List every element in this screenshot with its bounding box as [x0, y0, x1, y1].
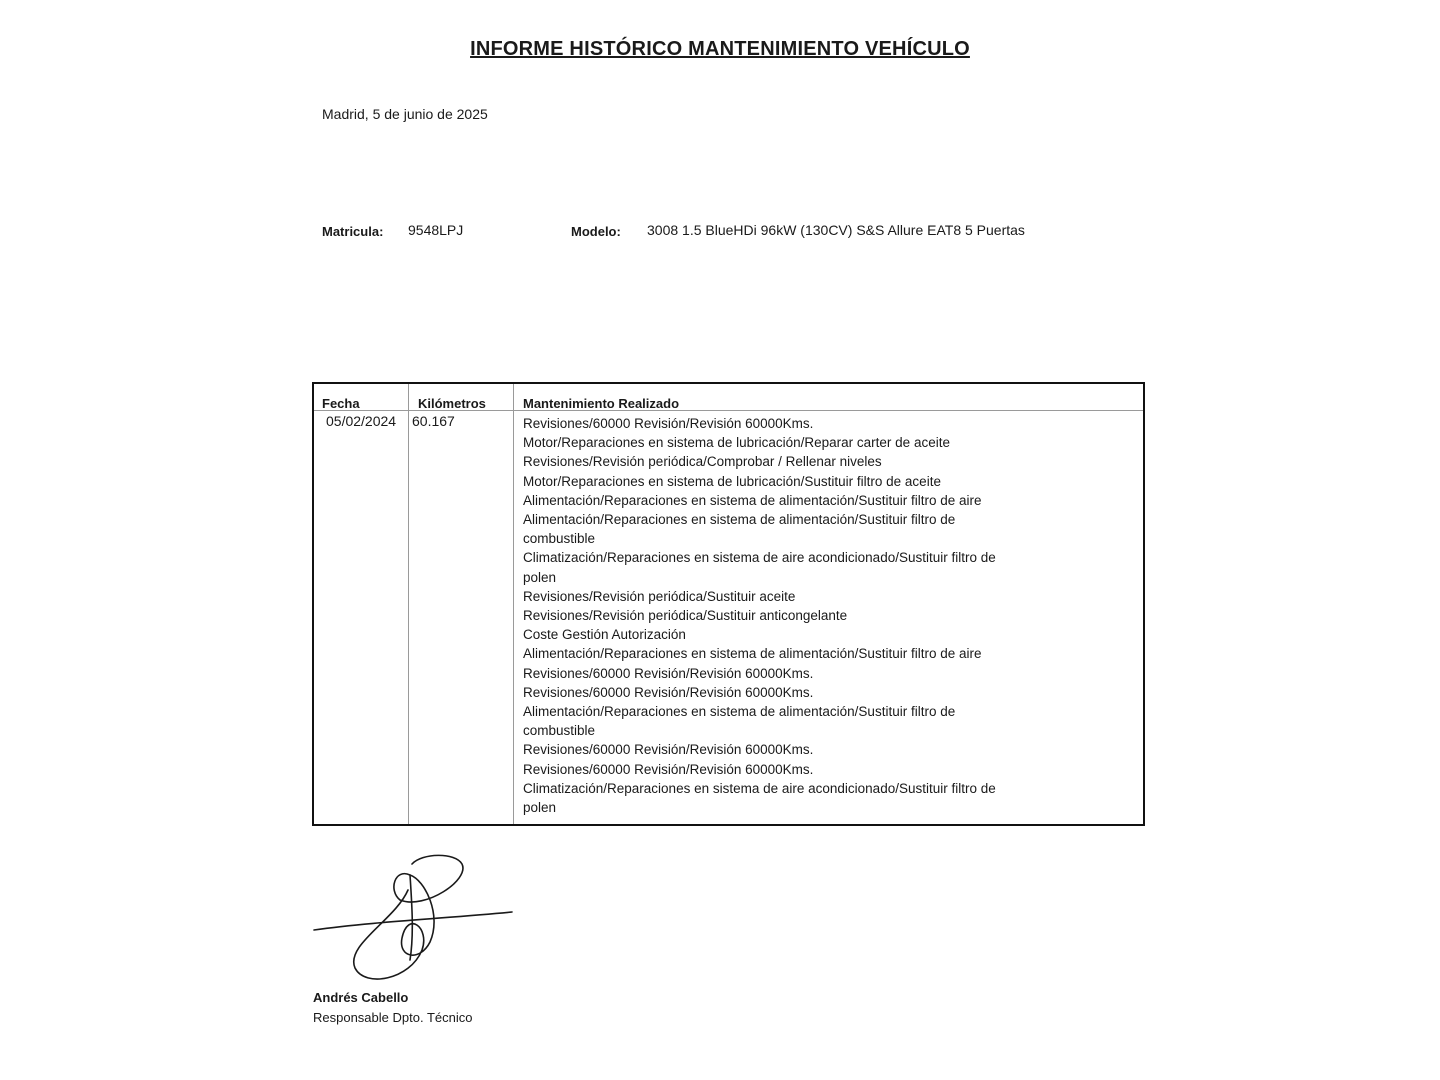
maintenance-item: Revisiones/60000 Revisión/Revisión 60000Kms.: [523, 761, 814, 777]
model-value: 3008 1.5 BlueHDi 96kW (130CV) S&S Allure EAT8 5 Puertas: [647, 222, 1025, 238]
column-divider: [408, 384, 409, 824]
maintenance-item: combustible: [523, 531, 596, 547]
signature-icon: [310, 850, 520, 990]
maintenance-item: Revisiones/Revisión periódica/Comprobar / Rellenar niveles: [523, 454, 882, 470]
maintenance-item: combustible: [523, 723, 596, 739]
maintenance-item: Coste Gestión Autorización: [523, 627, 686, 643]
maintenance-item: Revisiones/60000 Revisión/Revisión 60000Kms.: [523, 742, 814, 758]
maintenance-item: Alimentación/Reparaciones en sistema de alimentación/Sustituir filtro de: [523, 512, 956, 528]
maintenance-item: Revisiones/60000 Revisión/Revisión 60000Kms.: [523, 665, 814, 681]
report-title: INFORME HISTÓRICO MANTENIMIENTO VEHÍCULO: [470, 38, 970, 60]
maintenance-item: Motor/Reparaciones en sistema de lubricación/Reparar carter de aceite: [523, 435, 950, 451]
header-km: Kilómetros: [418, 396, 486, 411]
maintenance-item: Revisiones/60000 Revisión/Revisión 60000Kms.: [523, 684, 814, 700]
maintenance-item: Motor/Reparaciones en sistema de lubricación/Sustituir filtro de aceite: [523, 473, 941, 489]
row-km: 60.167: [412, 413, 455, 429]
maintenance-item: Climatización/Reparaciones en sistema de aire acondicionado/Sustituir filtro de: [523, 550, 996, 566]
place-date: Madrid, 5 de junio de 2025: [322, 106, 488, 122]
maintenance-item: polen: [523, 569, 557, 585]
column-divider: [513, 384, 514, 824]
plate-value: 9548LPJ: [408, 222, 464, 238]
maintenance-item: Revisiones/Revisión periódica/Sustituir aceite: [523, 588, 796, 604]
maintenance-items-list: [523, 414, 1033, 817]
plate-label: Matricula:: [322, 224, 384, 239]
signer-role: Responsable Dpto. Técnico: [313, 1010, 473, 1025]
model-label: Modelo:: [571, 224, 621, 239]
maintenance-item: polen: [523, 800, 557, 816]
header-work: Mantenimiento Realizado: [523, 396, 680, 411]
maintenance-item: Alimentación/Reparaciones en sistema de alimentación/Sustituir filtro de aire: [523, 646, 982, 662]
maintenance-item: Climatización/Reparaciones en sistema de aire acondicionado/Sustituir filtro de: [523, 780, 996, 796]
signer-name: Andrés Cabello: [313, 990, 409, 1005]
maintenance-item: Revisiones/60000 Revisión/Revisión 60000Kms.: [523, 416, 814, 431]
maintenance-table: [312, 382, 1145, 826]
maintenance-item: Revisiones/Revisión periódica/Sustituir anticongelante: [523, 608, 848, 624]
maintenance-item: Alimentación/Reparaciones en sistema de alimentación/Sustituir filtro de: [523, 704, 956, 720]
header-date: Fecha: [322, 396, 360, 411]
row-date: 05/02/2024: [326, 413, 397, 429]
maintenance-item: Alimentación/Reparaciones en sistema de alimentación/Sustituir filtro de aire: [523, 492, 982, 508]
